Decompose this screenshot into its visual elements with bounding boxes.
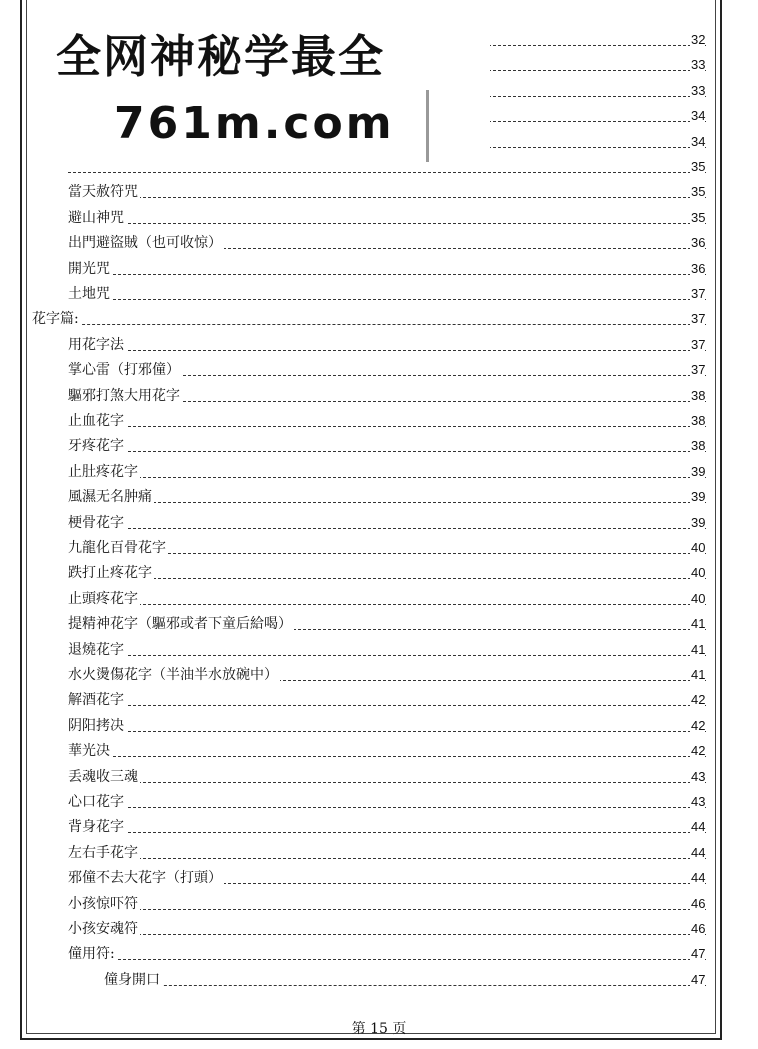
toc-entry-title: 水火燙傷花字（半油半水放碗中） (68, 667, 278, 683)
toc-entry[interactable] (0, 817, 758, 842)
toc-entry-page: 34 (690, 106, 705, 126)
toc-entry-page: 39 (690, 513, 705, 533)
toc-entry[interactable] (0, 589, 758, 614)
toc-entry-page: 46 (690, 919, 705, 939)
toc-entry-page: 44 (690, 868, 705, 888)
watermark-title: 全网神秘学最全 (56, 30, 386, 83)
dot-leader (68, 340, 706, 351)
dot-leader (68, 187, 706, 198)
toc-entry-title: 丢魂收三魂 (68, 768, 138, 785)
toc-entry-title: 土地咒 (68, 286, 110, 302)
toc-entry-title: 驅邪打煞大用花字 (68, 387, 180, 404)
toc-entry[interactable] (0, 436, 758, 461)
toc-entry-title: 開光咒 (68, 260, 110, 277)
dot-leader (68, 822, 706, 833)
toc-entry-page: 40 (690, 538, 705, 558)
toc-entry-page: 41 (690, 640, 705, 660)
toc-entry-title: 九龍化百骨花字 (68, 540, 166, 556)
dot-leader (68, 594, 706, 605)
toc-entry-title: 梗骨花字 (68, 514, 124, 531)
dot-leader (68, 645, 706, 656)
toc-entry-page: 43 (690, 767, 705, 787)
dot-leader (68, 492, 706, 503)
toc-entry-page: 42 (690, 690, 705, 710)
toc-entry-title: 退燒花字 (68, 641, 124, 658)
dot-leader (68, 264, 706, 275)
toc-entry-page: 35 (690, 182, 705, 202)
toc-entry-page: 38 (690, 386, 705, 406)
toc-entry-title: 華光决 (68, 743, 110, 760)
toc-entry-page: 37 (690, 360, 705, 380)
dot-leader (68, 568, 706, 579)
toc-entry[interactable] (0, 970, 758, 995)
toc-entry[interactable] (0, 411, 758, 436)
toc-entry-title: 提精神花字（驅邪或者下童后給喝） (68, 616, 292, 633)
toc-entry[interactable] (0, 309, 758, 334)
dot-leader (68, 213, 706, 224)
toc-entry-title: 牙疼花字 (68, 438, 124, 455)
toc-entry[interactable] (0, 259, 758, 284)
dot-leader (68, 441, 706, 452)
toc-entry-page: 40 (690, 563, 705, 583)
toc-entry-page: 38 (690, 411, 705, 431)
dot-leader (104, 975, 706, 986)
toc-entry[interactable] (0, 614, 758, 639)
toc-entry[interactable] (0, 208, 758, 233)
toc-entry-title: 止肚疼花字 (68, 463, 138, 480)
toc-entry-title: 背身花字 (68, 819, 124, 836)
dot-leader (68, 695, 706, 706)
toc-entry-title: 避山神咒 (68, 209, 124, 226)
dot-leader (68, 467, 706, 478)
dot-leader (68, 797, 706, 808)
dot-leader (68, 289, 706, 300)
toc-entry[interactable] (0, 182, 758, 207)
watermark (38, 8, 490, 170)
dot-leader (32, 314, 706, 325)
toc-entry[interactable] (0, 792, 758, 817)
toc-entry-title: 跌打止疼花字 (68, 565, 152, 582)
toc-entry[interactable] (0, 716, 758, 741)
toc-entry-title: 阴阳拷决 (68, 717, 124, 734)
toc-entry[interactable] (0, 487, 758, 512)
watermark-divider (426, 90, 429, 162)
toc-entry-title: 僮身開口 (104, 971, 160, 988)
toc-entry[interactable] (0, 386, 758, 411)
toc-entry[interactable] (0, 335, 758, 360)
toc-entry-page: 37 (690, 335, 705, 355)
toc-entry-title: 止血花字 (68, 413, 124, 429)
toc-entry-title: 小孩安魂符 (68, 921, 138, 937)
toc-entry[interactable] (0, 284, 758, 309)
toc-entry-title: 止頭疼花字 (68, 590, 138, 607)
page-number: 第 15 页 (351, 1021, 407, 1037)
toc-entry-title: 出門避盜賊（也可收惊） (68, 235, 222, 252)
toc-entry[interactable] (0, 741, 758, 766)
toc-entry-title: 小孩惊吓符 (68, 895, 138, 912)
toc-entry-page: 47 (690, 970, 705, 990)
toc-entry[interactable] (0, 767, 758, 792)
toc-entry-page: 43 (690, 792, 705, 812)
toc-entry-title: 解酒花字 (68, 692, 124, 709)
toc-entry-page: 33 (690, 55, 705, 75)
dot-leader (68, 848, 706, 859)
toc-entry[interactable] (0, 360, 758, 385)
toc-entry-page: 34 (690, 132, 705, 152)
toc-entry[interactable] (0, 868, 758, 893)
toc-entry[interactable] (0, 513, 758, 538)
toc-entry-page: 33 (690, 81, 705, 101)
dot-leader (68, 416, 706, 427)
dot-leader (68, 746, 706, 757)
toc-entry[interactable] (0, 233, 758, 258)
toc-entry-page: 41 (690, 614, 705, 634)
toc-entry[interactable] (0, 563, 758, 588)
toc-entry-page: 39 (690, 487, 705, 507)
toc-entry-page: 36 (690, 259, 705, 279)
dot-leader (68, 721, 706, 732)
toc-entry-page: 44 (690, 843, 705, 863)
toc-entry-page: 42 (690, 716, 705, 736)
toc-entry-page: 46 (690, 894, 705, 914)
dot-leader (68, 924, 706, 935)
toc-entry-page: 32 (690, 30, 705, 50)
toc-entry[interactable] (0, 462, 758, 487)
toc-entry-title: 花字篇: (32, 311, 79, 328)
toc-entry-page: 35 (690, 157, 705, 177)
toc-entry-title: 僮用符: (68, 946, 115, 963)
toc-entry[interactable] (0, 665, 758, 690)
toc-entry-title: 風濕无名肿痛 (68, 489, 152, 506)
toc-entry[interactable] (0, 919, 758, 944)
toc-entry-page: 42 (690, 741, 705, 761)
dot-leader (68, 949, 706, 960)
toc-entry-page: 40 (690, 589, 705, 609)
toc-entry-page: 37 (690, 284, 705, 304)
toc-entry-page: 44 (690, 817, 705, 837)
toc-entry[interactable] (0, 843, 758, 868)
toc-entry-page: 35 (690, 208, 705, 228)
toc-entry-page: 47 (690, 944, 705, 964)
toc-entry-title: 當天赦符咒 (68, 184, 138, 201)
watermark-url: 761m.com (114, 98, 395, 149)
toc-entry[interactable] (0, 690, 758, 715)
toc-entry-title: 心口花字 (68, 794, 124, 810)
toc-entry-title: 左右手花字 (68, 844, 138, 861)
dot-leader (68, 899, 706, 910)
toc-entry-page: 39 (690, 462, 705, 482)
toc-entry[interactable] (0, 538, 758, 563)
toc-entry[interactable] (0, 944, 758, 969)
toc-entry-title: 邪僮不去大花字（打頭） (68, 870, 222, 887)
toc-entry-title: 掌心雷（打邪僮） (68, 362, 180, 379)
dot-leader (68, 772, 706, 783)
toc-entry-page: 41 (690, 665, 705, 685)
toc-entry[interactable] (0, 894, 758, 919)
toc-entry-page: 38 (690, 436, 705, 456)
toc-entry[interactable] (0, 640, 758, 665)
dot-leader (68, 518, 706, 529)
toc-entry-title: 用花字法 (68, 336, 124, 353)
toc-entry-page: 36 (690, 233, 705, 253)
toc-entry-page: 37 (690, 309, 705, 329)
